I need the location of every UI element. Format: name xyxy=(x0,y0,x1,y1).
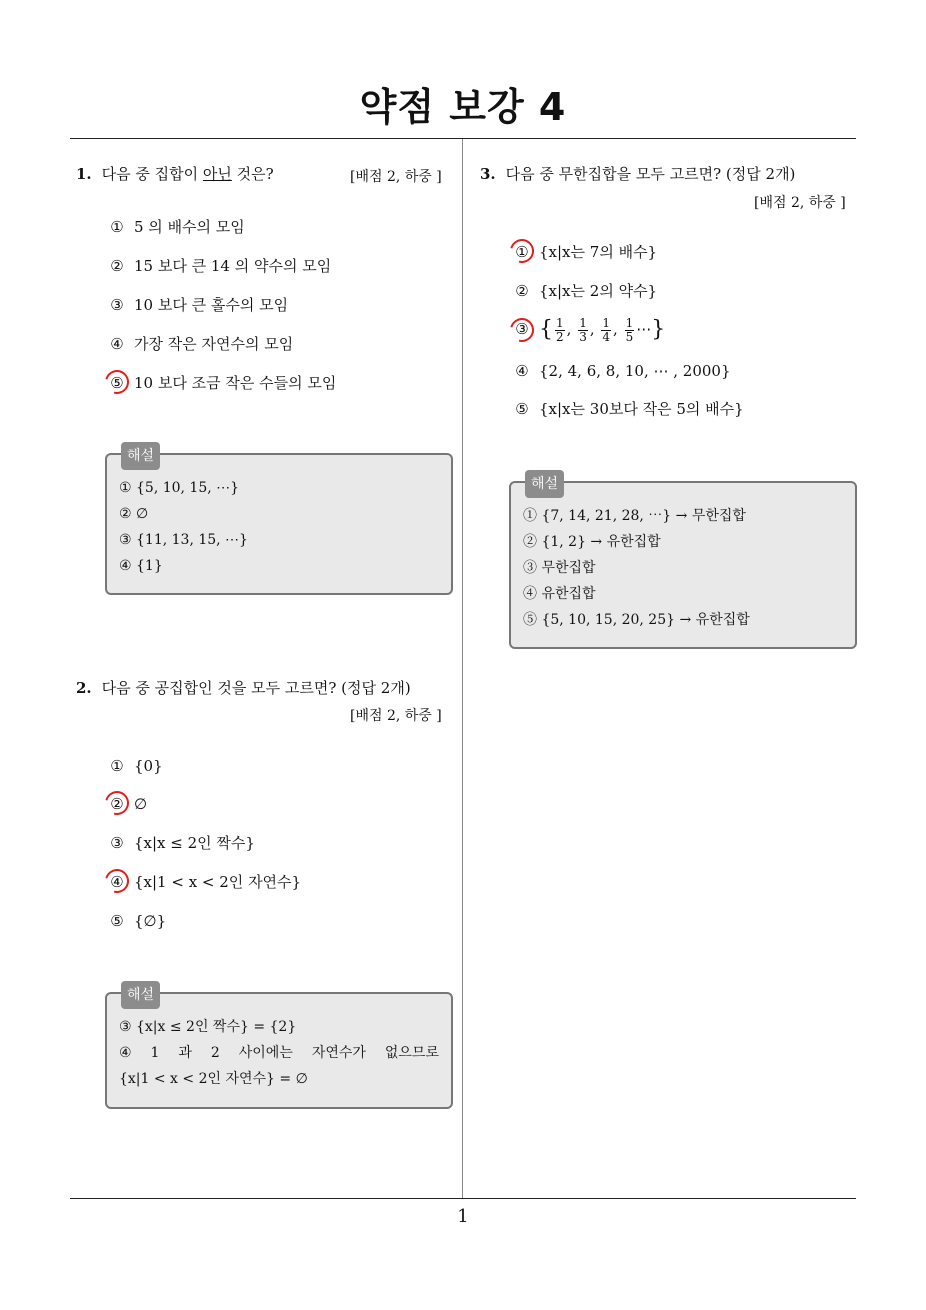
bottom-rule xyxy=(70,1198,856,1199)
fraction: $\frac{1}{5}$ xyxy=(625,315,634,344)
explanation-line: {x|1 < x < 2인 자연수} = ∅ xyxy=(119,1071,308,1087)
q3-choice-4[interactable]: ④ {2, 4, 6, 8, 10, ⋯ , 2000} xyxy=(515,362,731,380)
question-3-score: [배점 2, 하중 ] xyxy=(754,195,846,211)
q3-choice-3[interactable]: ③ { $\frac{1}{2}$ , $\frac{1}{3}$ , $\frac{1}{4}$ , $\frac{1}{5}$ ⋯} xyxy=(515,315,666,344)
question-3-header: 3. 다음 중 무한집합을 모두 고르면? (정답 2개) xyxy=(480,165,796,183)
question-2-number: 2. xyxy=(76,679,92,697)
explanation-line: ③ 무한집합 xyxy=(523,560,596,576)
page-number: 1 xyxy=(457,1206,469,1227)
explanation-line: ④ 유한집합 xyxy=(523,586,596,602)
q2-choice-3[interactable]: ③ {x|x ≤ 2인 짝수} xyxy=(110,834,255,852)
q3-choice-2[interactable]: ② {x|x는 2의 약수} xyxy=(515,282,658,300)
explanation-line: ② ∅ xyxy=(119,506,149,522)
explanation-line: ⑤ {5, 10, 15, 20, 25} → 유한집합 xyxy=(523,612,750,628)
q2-choice-1[interactable]: ① {0} xyxy=(110,757,163,775)
explanation-line: ② {1, 2} → 유한집합 xyxy=(523,534,661,550)
fraction: $\frac{1}{4}$ xyxy=(602,315,611,344)
q1-choice-4[interactable]: ④ 가장 작은 자연수의 모임 xyxy=(110,335,294,353)
underlined-word: 아닌 xyxy=(202,165,232,183)
q2-choice-2[interactable]: ② ∅ xyxy=(110,795,148,813)
q3-explanation-box xyxy=(509,476,857,649)
explanation-line: ① {7, 14, 21, 28, ⋯} → 무한집합 xyxy=(523,508,746,524)
question-3-number: 3. xyxy=(480,165,496,183)
q2-explanation-box xyxy=(105,987,453,1109)
explanation-line: ④ {1} xyxy=(119,558,163,574)
column-divider xyxy=(462,139,463,1198)
page-title: 약점 보강 4 xyxy=(359,85,567,129)
q1-explanation-box xyxy=(105,448,453,595)
explanation-line: ① {5, 10, 15, ⋯} xyxy=(119,480,240,496)
explanation-line: ③ {x|x ≤ 2인 짝수} = {2} xyxy=(119,1019,297,1035)
fraction: $\frac{1}{3}$ xyxy=(579,315,587,344)
explanation-tag: 해설 xyxy=(525,470,564,498)
explanation-tag: 해설 xyxy=(121,981,160,1009)
question-1-header: 1. 다음 중 집합이 아닌 것은? xyxy=(76,165,274,183)
q1-choice-5[interactable]: ⑤ 10 보다 조금 작은 수들의 모임 xyxy=(110,374,337,392)
explanation-tag: 해설 xyxy=(121,442,160,470)
question-1-number: 1. xyxy=(76,165,92,183)
question-2-header: 2. 다음 중 공집합인 것을 모두 고르면? (정답 2개) xyxy=(76,679,411,697)
q3-choice-1[interactable]: ① {x|x는 7의 배수} xyxy=(515,243,658,261)
q1-choice-3[interactable]: ③ 10 보다 큰 홀수의 모임 xyxy=(110,296,289,314)
q1-choice-2[interactable]: ② 15 보다 큰 14 의 약수의 모임 xyxy=(110,257,332,275)
explanation-line: ③ {11, 13, 15, ⋯} xyxy=(119,532,248,548)
q3-choice-5[interactable]: ⑤ {x|x는 30보다 작은 5의 배수} xyxy=(515,400,744,418)
q2-choice-5[interactable]: ⑤ {∅} xyxy=(110,912,167,930)
q2-choice-4[interactable]: ④ {x|1 < x < 2인 자연수} xyxy=(110,873,302,891)
q1-choice-1[interactable]: ① 5 의 배수의 모임 xyxy=(110,218,245,236)
fraction: $\frac{1}{2}$ xyxy=(556,315,564,344)
top-rule xyxy=(70,138,856,139)
explanation-line-justified: ④ 1 과 2 사이에는 자연수가 없으므로 xyxy=(119,1045,439,1061)
question-2-score: [배점 2, 하중 ] xyxy=(350,708,442,724)
question-1-score: [배점 2, 하중 ] xyxy=(350,169,442,185)
